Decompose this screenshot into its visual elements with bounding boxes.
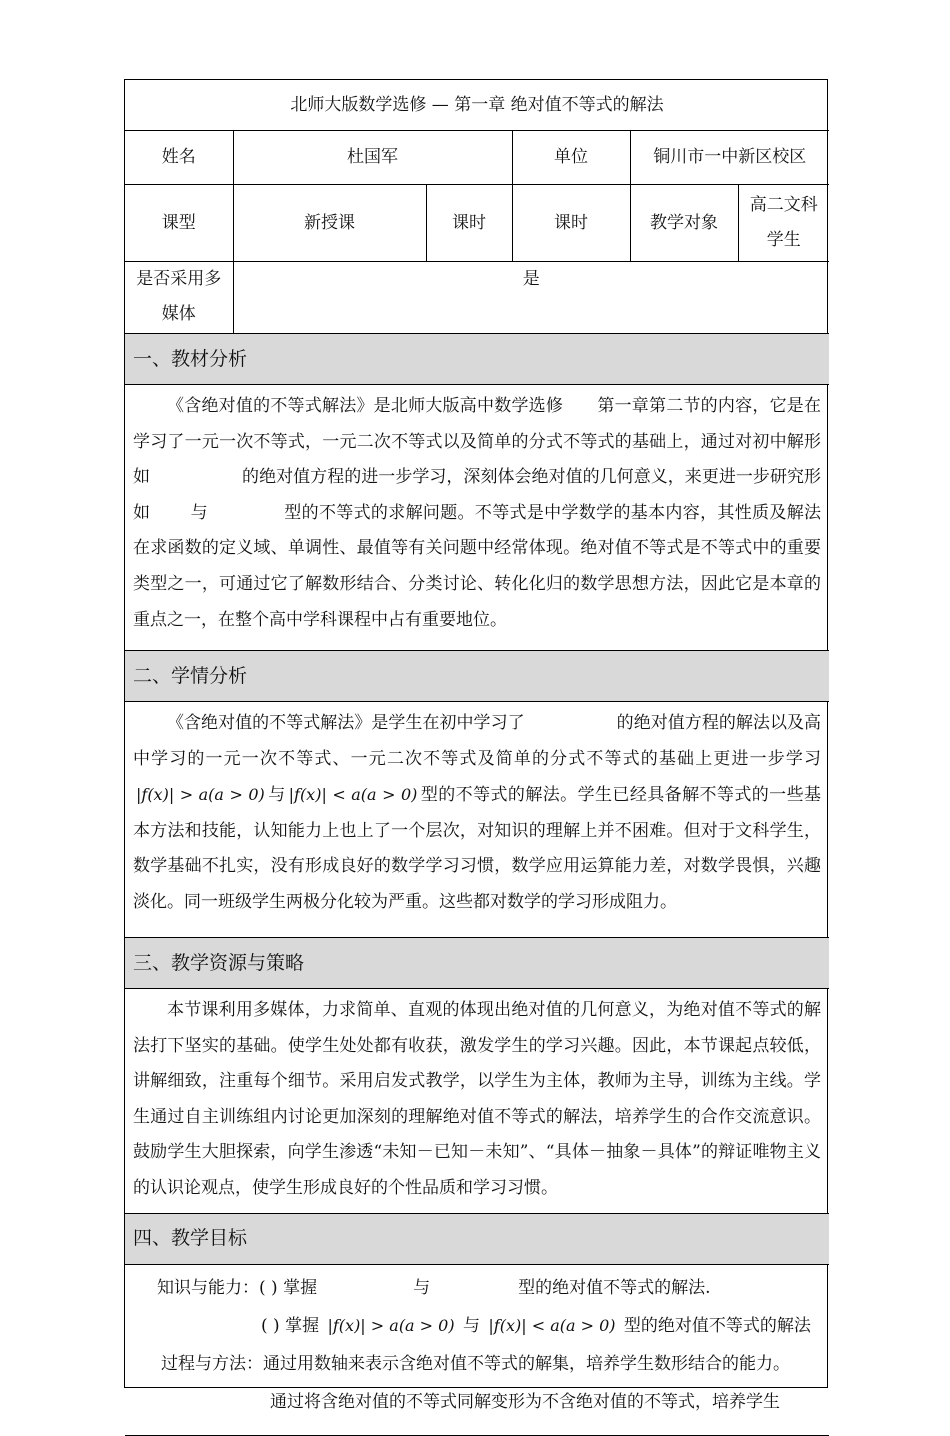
section-body-textbook bbox=[125, 385, 829, 651]
paragraph-text: 与 bbox=[190, 502, 208, 523]
media-label: 是否采用多媒体 bbox=[125, 262, 233, 334]
paragraph-text: 本节课利用多媒体，力求简单、直观的体现出绝对值的几何意义，为绝对值不等式的解法打下坚实的基础。使学生处处都有收获，激发学生的学习兴趣。因此，本节课起点较低，讲解细致，注重每个细节。采用启发式教学，以学生为主体，教师为主导，训练为主线。学生通过自主训练组内讨论更加深刻的理解绝对值不等式的解法，培养学生的合作交流意识。鼓励学生大胆探索，向学生渗透“未知－已知－未知”、“具体－抽象－具体”的辩证唯物主义的认识论观点，使学生形成良好的个性品质和学习习惯。 bbox=[133, 1000, 821, 1198]
target-label: 教学对象 bbox=[630, 185, 738, 262]
inequality-greater: |f(x)| > a(a > 0) bbox=[327, 1315, 455, 1335]
paragraph-text: 型的不等式的求解问题。不等式是中学数学的基本内容，其性质及解法在求函数的定义域、单调性、最值等有关问题中经常体现。绝对值不等式是不等式中的重要类型之一，可通过它了解数形结合、分类讨论、转化化归的数学思想方法，因此它是本章的重点之一，在整个高中学科课程中占有重要地位。 bbox=[133, 502, 822, 630]
goal-text: 型的绝对值不等式的解法. bbox=[518, 1277, 711, 1298]
section-title-goals: 四、教学目标 bbox=[125, 1213, 829, 1264]
section-title-students: 二、学情分析 bbox=[125, 651, 829, 702]
goal-text: 型的绝对值不等式的解法 bbox=[623, 1315, 811, 1336]
paragraph-text: 的绝对值方程的解法以及高中学习的一元一次不等式、一元二次不等式及简单的分式不等式的基础上更进一步学习 bbox=[133, 713, 822, 769]
hours-label: 课时 bbox=[426, 185, 512, 262]
paragraph-text: 第一章第二节的内容，它是在学习了一元一次不等式，一元二次不等式以及简单的分式不等式的基础上，通过对初中解形如 bbox=[133, 396, 822, 488]
section-title-textbook: 一、教材分析 bbox=[125, 334, 829, 385]
name-value: 杜国军 bbox=[233, 131, 512, 185]
paragraph-text: 的绝对值方程的进一步学习，深刻体会绝对值的几何意义，来更进一步研究形如 bbox=[133, 467, 822, 523]
goal-text: 通过将含绝对值的不等式同解变形为不含绝对值的不等式，培养学生 bbox=[270, 1391, 780, 1412]
goal-text: 过程与方法：通过用数轴来表示含绝对值不等式的解集，培养学生数形结合的能力。 bbox=[161, 1353, 790, 1374]
section-body-students bbox=[125, 702, 829, 938]
inequality-less: |f(x)| < a(a > 0) bbox=[488, 1315, 616, 1335]
goal-text: 与 bbox=[463, 1315, 480, 1336]
goal-text: 知识与能力：( ) 掌握 bbox=[157, 1277, 318, 1298]
name-label: 姓名 bbox=[125, 131, 233, 185]
inequality-greater: |f(x)| > a(a > 0) bbox=[136, 785, 265, 805]
section-body-goals bbox=[125, 1264, 829, 1435]
paragraph-text: 型的不等式的解法。学生已经具备解不等式的一些基本方法和技能，认知能力上也上了一个层次，对知识的理解上并不困难。但对于文科学生，数学基础不扎实，没有形成良好的数学学习习惯，数学应用运算能力差，对数学畏惧，兴趣淡化。同一班级学生两极分化较为严重。这些都对数学的学习形成阻力。 bbox=[133, 785, 822, 912]
target-value: 高二文科学生 bbox=[738, 185, 829, 262]
goal-text: ( ) 掌握 bbox=[261, 1315, 320, 1336]
unit-value: 铜川市一中新区校区 bbox=[630, 131, 829, 185]
document-title: 北师大版数学选修 — 第一章 绝对值不等式的解法 bbox=[125, 80, 829, 131]
inequality-less: |f(x)| < a(a > 0) bbox=[288, 785, 418, 805]
media-value: 是 bbox=[233, 262, 829, 334]
hours-value: 课时 bbox=[512, 185, 630, 262]
unit-label: 单位 bbox=[512, 131, 630, 185]
section-body-resources bbox=[125, 989, 829, 1214]
paragraph-text: 《含绝对值的不等式解法》是北师大版高中数学选修 bbox=[167, 396, 564, 416]
section-title-resources: 三、教学资源与策略 bbox=[125, 938, 829, 989]
goal-text: 与 bbox=[413, 1277, 431, 1298]
type-label: 课型 bbox=[125, 185, 233, 262]
paragraph-text: 《含绝对值的不等式解法》是学生在初中学习了 bbox=[167, 713, 525, 733]
type-value: 新授课 bbox=[233, 185, 426, 262]
lesson-plan-table bbox=[124, 79, 828, 1412]
paragraph-text: 与 bbox=[267, 785, 286, 806]
